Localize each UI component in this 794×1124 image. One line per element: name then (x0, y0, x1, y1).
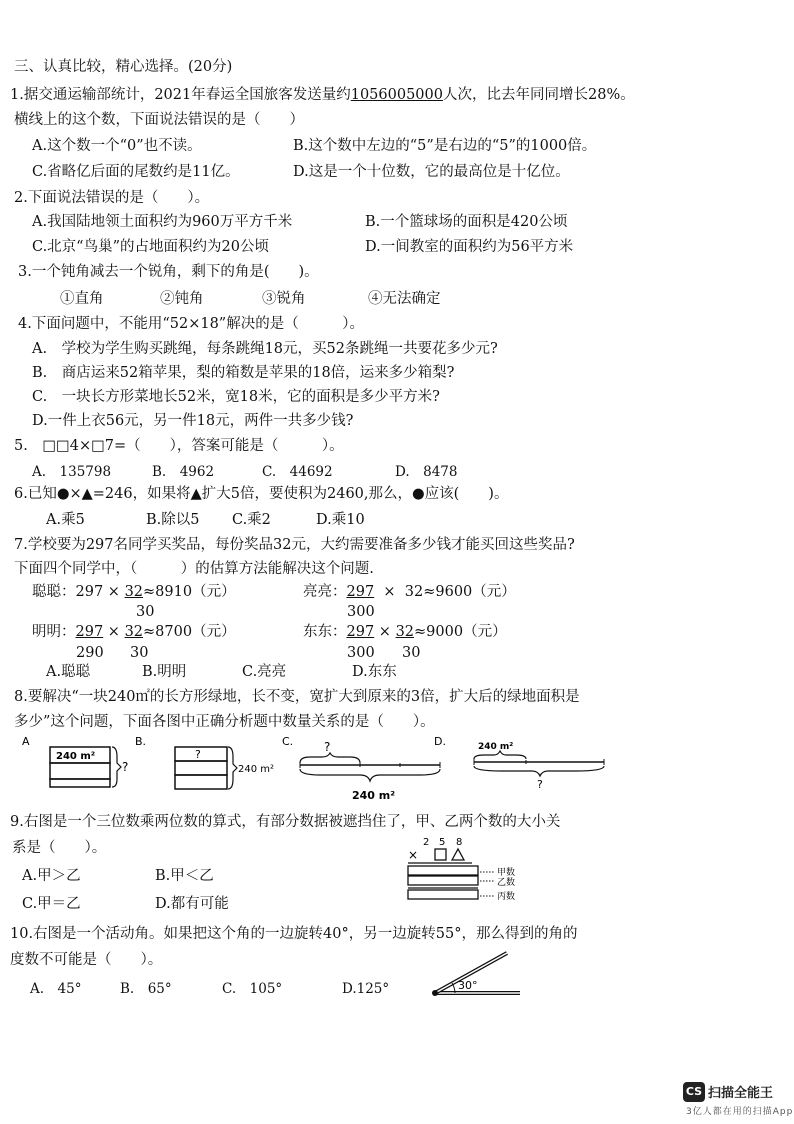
q7-dongdong-round-b: 30 (402, 645, 421, 661)
q2-option-a[interactable]: A.我国陆地领土面积约为960万平方千米 (32, 214, 293, 230)
q7-dongdong-round-a: 300 (347, 645, 375, 661)
q4-option-d[interactable]: D.一件上衣56元，另一件18元，两件一共多少钱? (32, 413, 354, 429)
q7-student-congcong: 聪聪：297 × 32≈8910（元） (32, 584, 236, 600)
q4-stem: 4.下面问题中，不能用“52×18”解决的是（ ）。 (18, 316, 364, 332)
q2-option-b[interactable]: B.一个篮球场的面积是420公顷 (365, 214, 568, 230)
q8-fig-c-bottom-brace (300, 769, 440, 781)
q10-angle-pivot (432, 990, 438, 996)
q7-student-liangliang: 亮亮：297 × 32≈9600（元） (303, 584, 516, 600)
q8-fig-b-rect3 (175, 775, 227, 789)
q3-option-3[interactable]: ③锐角 (262, 291, 306, 307)
section-title: 三、认真比较，精心选择。(20分) (14, 59, 233, 75)
q1-option-c[interactable]: C.省略亿后面的尾数约是11亿。 (32, 164, 240, 180)
q10-option-b[interactable]: B. 65° (120, 981, 172, 997)
q6-option-c[interactable]: C.乘2 (232, 512, 271, 528)
q9-multiplication-figure (400, 833, 530, 908)
q1-stem2: 横线上的这个数，下面说法错误的是（ ） (14, 112, 304, 128)
q9-label-yi: 乙数 (497, 878, 516, 888)
q9-digit-8: 8 (456, 837, 463, 848)
q5-option-c[interactable]: C. 44692 (262, 464, 333, 480)
q9-option-c[interactable]: C.甲＝乙 (22, 896, 81, 912)
q3-option-2[interactable]: ②钝角 (160, 291, 204, 307)
q2-option-c[interactable]: C.北京“鸟巢”的占地面积约为20公顷 (32, 239, 269, 255)
q8-figure-c[interactable] (280, 733, 450, 803)
q8-fig-b-rect1 (175, 747, 227, 761)
q8-figure-d[interactable] (432, 733, 612, 793)
q8-fig-d-area: 240 m² (478, 742, 514, 752)
q5-option-b[interactable]: B. 4962 (152, 464, 215, 480)
q5-stem: 5. □□4×□7=（ ），答案可能是（ ）。 (14, 438, 344, 454)
q9-label-bing: 丙数 (497, 892, 516, 902)
q7-stem2: 下面四个同学中，（ ）的估算方法能解决这个问题. (14, 561, 374, 577)
q8-fig-b-q: ? (195, 748, 201, 761)
q7-liangliang-round: 300 (347, 604, 375, 620)
q7-option-b[interactable]: B.明明 (142, 664, 187, 680)
scanner-logo-icon: CS (683, 1082, 705, 1102)
q1-stem: 1.据交通运输部统计，2021年春运全国旅客发送量约1056005000人次，比去年同同增长28%。 (10, 87, 635, 103)
q8-fig-d-top-brace (474, 751, 526, 759)
q7-option-a[interactable]: A.聪聪 (46, 664, 91, 680)
q8-stem: 8.要解决“一块240㎡的长方形绿地，长不变，宽扩大到原来的3倍，扩大后的绿地面积是 (14, 689, 580, 705)
q8-fig-c-area: 240 m² (352, 789, 396, 802)
q10-option-c[interactable]: C. 105° (222, 981, 283, 997)
q8-fig-c-top-brace (300, 753, 360, 763)
q3-option-1[interactable]: ①直角 (60, 291, 104, 307)
q1-option-a[interactable]: A.这个数一个“0”也不读。 (32, 138, 202, 154)
q2-option-d[interactable]: D.一间教室的面积约为56平方米 (365, 239, 574, 255)
q7-option-d[interactable]: D.东东 (352, 664, 397, 680)
q6-stem: 6.已知●×▲=246，如果将▲扩大5倍，要使积为2460,那么，●应该( )。 (14, 486, 509, 502)
q7-congcong-round: 30 (136, 604, 155, 620)
q8-fig-b-brace (228, 747, 237, 789)
q9-digit-2: 2 (423, 837, 430, 848)
q10-angle-figure (425, 950, 525, 1000)
q5-option-d[interactable]: D. 8478 (395, 464, 458, 480)
q8-fig-c-label: C. (282, 735, 294, 748)
q9-times-sign: × (408, 848, 419, 862)
q9-triangle-icon (452, 849, 464, 860)
q9-bar-jia (408, 866, 478, 875)
q6-option-b[interactable]: B.除以5 (146, 512, 200, 528)
q3-option-4[interactable]: ④无法确定 (368, 291, 441, 307)
q7-student-dongdong: 东东：297 × 32≈9000（元） (303, 624, 507, 640)
q10-angle-label: 30° (458, 979, 478, 992)
scanner-tagline: 3亿人都在用的扫描App (686, 1107, 794, 1117)
q4-option-a[interactable]: A. 学校为学生购买跳绳，每条跳绳18元，买52条跳绳一共要花多少元? (32, 341, 498, 357)
q9-option-d[interactable]: D.都有可能 (155, 896, 229, 912)
q8-fig-c-q: ? (324, 740, 331, 754)
q6-option-a[interactable]: A.乘5 (46, 512, 85, 528)
q4-option-c[interactable]: C. 一块长方形菜地长52米，宽18米，它的面积是多少平方米? (32, 389, 440, 405)
q8-figure-a[interactable] (20, 733, 140, 798)
q7-student-mingming: 明明：297 × 32≈8700（元） (32, 624, 236, 640)
q8-fig-b-area: 240 m² (238, 764, 275, 775)
q8-fig-d-bottom-brace (474, 766, 604, 776)
q9-option-a[interactable]: A.甲＞乙 (22, 868, 81, 884)
q10-stem: 10.右图是一个活动角。如果把这个角的一边旋转40°，另一边旋转55°，那么得到的角的 (10, 926, 578, 942)
q8-fig-a-label: A (22, 735, 30, 748)
q8-fig-a-rect3 (50, 779, 110, 787)
q9-label-jia: 甲数 (497, 868, 516, 878)
q7-stem: 7.学校要为297名同学买奖品，每份奖品32元，大约需要准备多少钱才能买回这些奖品? (14, 537, 575, 553)
scanner-app-name: 扫描全能王 (708, 1086, 774, 1101)
q8-figure-b[interactable] (135, 733, 275, 798)
q9-option-b[interactable]: B.甲＜乙 (155, 868, 214, 884)
q8-fig-a-rect2 (50, 763, 110, 779)
q10-option-d[interactable]: D.125° (342, 981, 390, 997)
q8-fig-b-label: B. (135, 735, 147, 748)
q9-digit-5: 5 (439, 837, 446, 848)
q1-option-b[interactable]: B.这个数中左边的“5”是右边的“5”的1000倍。 (293, 138, 597, 154)
q1-option-d[interactable]: D.这是一个十位数，它的最高位是十亿位。 (293, 164, 570, 180)
q8-fig-d-q: ? (537, 778, 543, 791)
q10-stem2: 度数不可能是（ ）。 (10, 952, 163, 968)
q9-stem: 9.右图是一个三位数乘两位数的算式，有部分数据被遮挡住了，甲、乙两个数的大小关 (10, 814, 561, 830)
q8-fig-a-brace (112, 747, 121, 787)
q8-fig-b-rect2 (175, 761, 227, 775)
q2-stem: 2.下面说法错误的是（ ）。 (14, 190, 210, 206)
q9-square-icon (435, 849, 446, 860)
q7-mingming-round-b: 30 (130, 645, 149, 661)
q7-mingming-round-a: 290 (76, 645, 104, 661)
q5-option-a[interactable]: A. 135798 (32, 464, 112, 480)
q8-fig-a-area: 240 m² (56, 751, 96, 762)
q3-stem: 3.一个钝角减去一个锐角，剩下的角是( )。 (18, 264, 319, 280)
q9-bar-bing (408, 890, 478, 899)
q10-option-a[interactable]: A. 45° (30, 981, 82, 997)
q9-stem2: 系是（ ）。 (12, 840, 107, 856)
q9-bar-yi (408, 876, 478, 885)
q8-fig-d-label: D. (434, 735, 446, 748)
q6-option-d[interactable]: D.乘10 (316, 512, 365, 528)
q4-option-b[interactable]: B. 商店运来52箱苹果，梨的箱数是苹果的18倍，运来多少箱梨? (32, 365, 455, 381)
q8-stem2: 多少”这个问题，下面各图中正确分析题中数量关系的是（ ）。 (14, 714, 435, 730)
q7-option-c[interactable]: C.亮亮 (242, 664, 287, 680)
q8-fig-a-q: ? (122, 760, 129, 774)
